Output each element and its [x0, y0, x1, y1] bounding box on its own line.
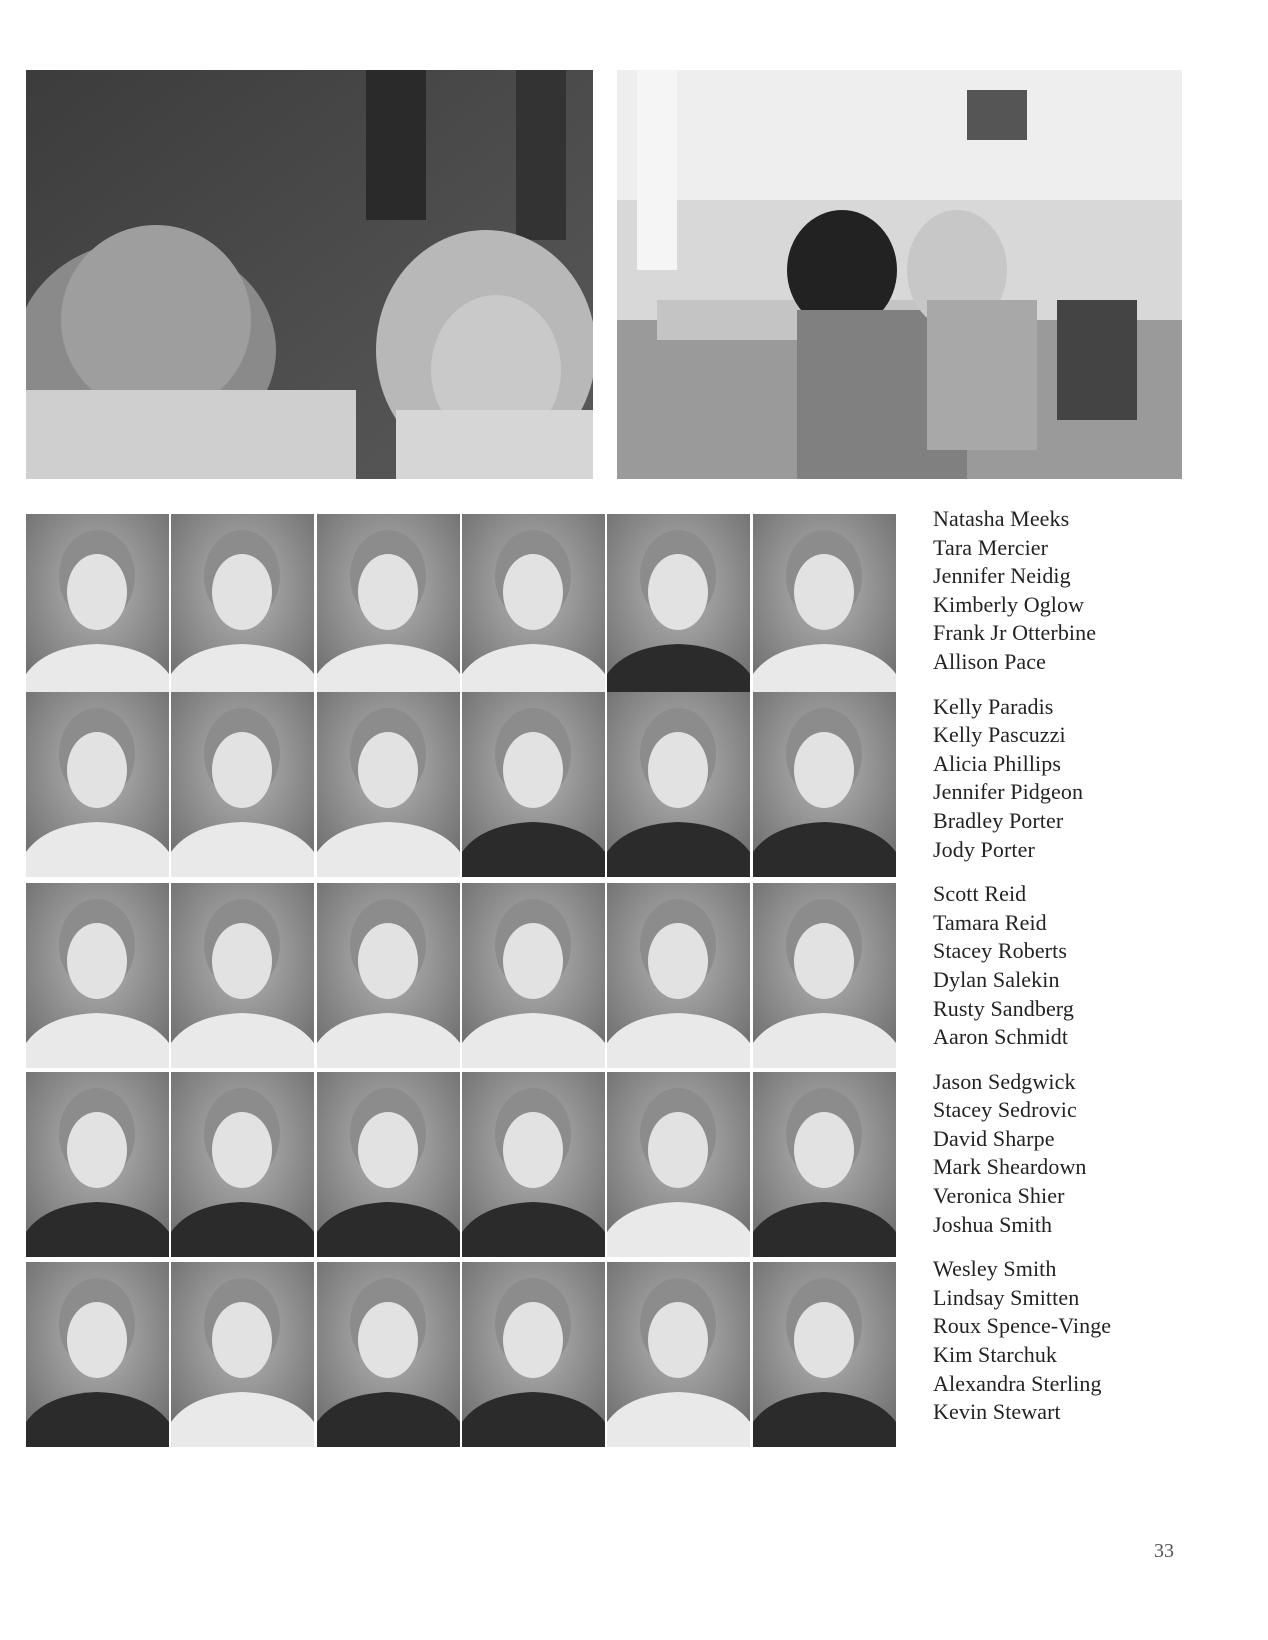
- student-name: Kevin Stewart: [933, 1399, 1061, 1425]
- student-name: Kimberly Oglow: [933, 591, 1085, 617]
- student-name: Allison Pace: [933, 648, 1047, 674]
- student-name: Frank Jr Otterbine: [933, 620, 1097, 646]
- student-name: Alicia Phillips: [933, 750, 1061, 776]
- student-portrait: [26, 514, 169, 699]
- portrait-row: [26, 1262, 907, 1447]
- student-portrait: [171, 514, 314, 699]
- student-name: David Sharpe: [933, 1125, 1055, 1151]
- student-name: Dylan Salekin: [933, 966, 1060, 992]
- student-portrait: [753, 514, 896, 699]
- student-name: Jody Porter: [933, 836, 1035, 862]
- student-name: Tara Mercier: [933, 534, 1049, 560]
- name-column: [933, 505, 1253, 1443]
- student-name: Kim Starchuk: [933, 1342, 1058, 1368]
- name-group: [933, 1068, 1253, 1240]
- student-name: Wesley Smith: [933, 1256, 1057, 1282]
- student-portrait: [171, 883, 314, 1068]
- student-name: Aaron Schmidt: [933, 1024, 1069, 1050]
- student-name: Jason Sedgwick: [933, 1068, 1076, 1094]
- student-name: Bradley Porter: [933, 807, 1064, 833]
- student-portrait: [607, 1072, 750, 1257]
- student-name: Veronica Shier: [933, 1183, 1065, 1209]
- student-portrait: [462, 692, 605, 877]
- student-portrait: [26, 1262, 169, 1447]
- student-portrait: [317, 883, 460, 1068]
- student-portrait: [753, 1072, 896, 1257]
- student-portrait: [317, 514, 460, 699]
- student-portrait: [26, 692, 169, 877]
- student-name: Lindsay Smitten: [933, 1284, 1080, 1310]
- student-portrait: [317, 1072, 460, 1257]
- student-name: Joshua Smith: [933, 1211, 1053, 1237]
- student-name: Mark Sheardown: [933, 1154, 1087, 1180]
- student-portrait: [462, 883, 605, 1068]
- student-name: Roux Spence-Vinge: [933, 1313, 1112, 1339]
- student-name: Rusty Sandberg: [933, 995, 1074, 1021]
- page-number: 33: [1154, 1540, 1174, 1562]
- student-portrait: [171, 1072, 314, 1257]
- student-portrait: [171, 1262, 314, 1447]
- student-name: Kelly Paradis: [933, 693, 1054, 719]
- portrait-row: [26, 692, 907, 877]
- student-name: Jennifer Neidig: [933, 563, 1071, 589]
- student-portrait: [462, 514, 605, 699]
- student-name: Kelly Pascuzzi: [933, 722, 1066, 748]
- portrait-row: [26, 883, 907, 1068]
- student-portrait: [317, 692, 460, 877]
- student-portrait: [26, 883, 169, 1068]
- name-group: [933, 880, 1253, 1052]
- student-portrait: [171, 692, 314, 877]
- student-portrait: [317, 1262, 460, 1447]
- candid-photo-right: [617, 70, 1182, 479]
- student-portrait: [607, 883, 750, 1068]
- portrait-row: [26, 514, 907, 699]
- student-name: Natasha Meeks: [933, 506, 1070, 531]
- student-portrait: [26, 1072, 169, 1257]
- student-name: Alexandra Sterling: [933, 1370, 1102, 1396]
- name-group: [933, 505, 1253, 677]
- student-portrait: [462, 1262, 605, 1447]
- student-name: Stacey Roberts: [933, 938, 1067, 964]
- student-portrait: [462, 1072, 605, 1257]
- student-portrait: [607, 514, 750, 699]
- student-portrait: [607, 692, 750, 877]
- student-name: Tamara Reid: [933, 909, 1047, 935]
- student-name: Stacey Sedrovic: [933, 1097, 1077, 1123]
- student-portrait: [753, 1262, 896, 1447]
- student-portrait: [753, 883, 896, 1068]
- student-name: Jennifer Pidgeon: [933, 779, 1084, 805]
- student-name: Scott Reid: [933, 881, 1027, 907]
- portrait-row: [26, 1072, 907, 1257]
- student-portrait: [607, 1262, 750, 1447]
- student-portrait: [753, 692, 896, 877]
- name-group: [933, 1255, 1253, 1427]
- candid-photo-left: [26, 70, 593, 479]
- name-group: [933, 693, 1253, 865]
- portrait-grid: [26, 514, 907, 1469]
